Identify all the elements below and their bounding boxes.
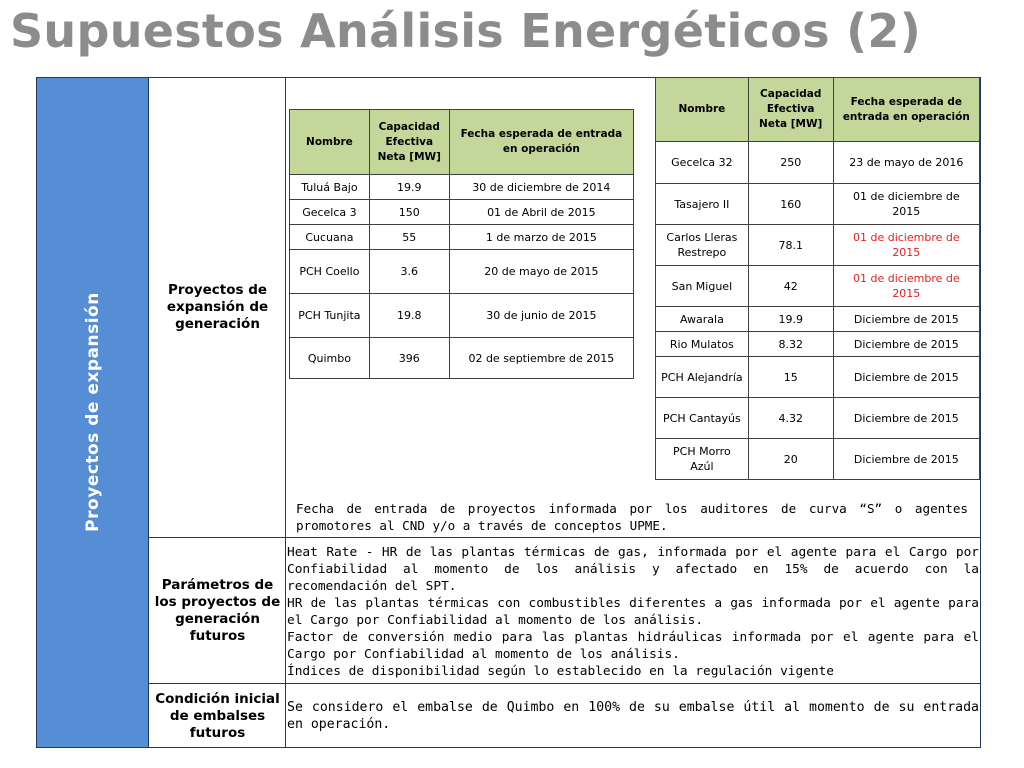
table-row [290, 338, 634, 379]
cell-nombre: Carlos Lleras Restrepo [656, 225, 749, 266]
table-row [656, 357, 980, 398]
cell-capacidad: 160 [748, 184, 833, 225]
cell-fecha: Diciembre de 2015 [833, 398, 979, 439]
header-fecha: Fecha esperada de entrada en operación [833, 78, 979, 142]
cell-capacidad: 4.32 [748, 398, 833, 439]
table-row [656, 332, 980, 357]
cell-nombre: Awarala [656, 307, 749, 332]
header-fecha: Fecha esperada de entrada en operación [449, 110, 633, 175]
parametros-text [287, 544, 979, 680]
table-row [656, 142, 980, 184]
table-row [290, 250, 634, 294]
table-row [656, 439, 980, 480]
cell-fecha: Diciembre de 2015 [833, 439, 979, 480]
cell-fecha: Diciembre de 2015 [833, 307, 979, 332]
cell-nombre: PCH Cantayús [656, 398, 749, 439]
cell-nombre: Tuluá Bajo [290, 175, 370, 200]
cell-fecha: 01 de diciembre de 2015 [833, 266, 979, 307]
cell-nombre: San Miguel [656, 266, 749, 307]
cell-capacidad: 19.9 [748, 307, 833, 332]
projects-table-2 [655, 77, 980, 480]
cell-capacidad: 3.6 [369, 250, 449, 294]
section-label-condicion: Condición inicial de embalses futuros [155, 690, 280, 741]
projects-table-1 [289, 109, 634, 379]
table-row [290, 294, 634, 338]
cell-fecha: 01 de diciembre de 2015 [833, 225, 979, 266]
cell-capacidad: 15 [748, 357, 833, 398]
parametros-line: Heat Rate - HR de las plantas térmicas de gas, informada por el agente para el Cargo por Confiabilidad al momento de los análisis y afectado en 15% de acuerdo con la recomendación del SPT. [287, 545, 979, 594]
table-header-row [290, 110, 634, 175]
section-label-expansion: Proyectos de expansión de generación [166, 281, 269, 332]
header-capacidad: Capacidad Efectiva Neta [MW] [369, 110, 449, 175]
cell-capacidad: 42 [748, 266, 833, 307]
cell-capacidad: 8.32 [748, 332, 833, 357]
cell-nombre: PCH Coello [290, 250, 370, 294]
cell-nombre: Quimbo [290, 338, 370, 379]
cell-fecha: 30 de diciembre de 2014 [449, 175, 633, 200]
cell-fecha: Diciembre de 2015 [833, 357, 979, 398]
cell-capacidad: 78.1 [748, 225, 833, 266]
table-row [656, 307, 980, 332]
cell-nombre: Gecelca 32 [656, 142, 749, 184]
cell-fecha: 23 de mayo de 2016 [833, 142, 979, 184]
table-row [290, 200, 634, 225]
cell-fecha: 01 de diciembre de 2015 [833, 184, 979, 225]
condicion-text: Se considero el embalse de Quimbo en 100% de su embalse útil al momento de su entrada en operación. [287, 700, 979, 732]
cell-capacidad: 250 [748, 142, 833, 184]
cell-capacidad: 396 [369, 338, 449, 379]
cell-fecha: Diciembre de 2015 [833, 332, 979, 357]
cell-capacidad: 19.9 [369, 175, 449, 200]
parametros-line: Factor de conversión medio para las plantas hidráulicas informada por el agente para el Cargo por Confiabilidad al momento de los análisis. [287, 630, 979, 662]
table-row [656, 225, 980, 266]
parametros-line: Índices de disponibilidad según lo establecido en la regulación vigente [287, 664, 835, 679]
table-header-row [656, 78, 980, 142]
cell-capacidad: 20 [748, 439, 833, 480]
header-nombre: Nombre [290, 110, 370, 175]
header-capacidad: Capacidad Efectiva Neta [MW] [748, 78, 833, 142]
sidebar-label: Proyectos de expansión [83, 292, 103, 532]
cell-fecha: 01 de Abril de 2015 [449, 200, 633, 225]
cell-nombre: PCH Alejandría [656, 357, 749, 398]
table-row [656, 184, 980, 225]
cell-nombre: Cucuana [290, 225, 370, 250]
cell-capacidad: 55 [369, 225, 449, 250]
page-title: Supuestos Análisis Energéticos (2) [10, 4, 922, 58]
cell-nombre: Tasajero II [656, 184, 749, 225]
table-row [290, 225, 634, 250]
cell-capacidad: 150 [369, 200, 449, 225]
cell-fecha: 1 de marzo de 2015 [449, 225, 633, 250]
cell-capacidad: 19.8 [369, 294, 449, 338]
cell-fecha: 02 de septiembre de 2015 [449, 338, 633, 379]
header-nombre: Nombre [656, 78, 749, 142]
cell-nombre: Rio Mulatos [656, 332, 749, 357]
table-row [656, 398, 980, 439]
table-row [656, 266, 980, 307]
cell-fecha: 30 de junio de 2015 [449, 294, 633, 338]
expansion-note: Fecha de entrada de proyectos informada por los auditores de curva “S” o agentes promotores al CND y/o a través de conceptos UPME. [296, 501, 968, 533]
cell-nombre: Gecelca 3 [290, 200, 370, 225]
section-label-parametros: Parámetros de los proyectos de generación futuros [154, 576, 281, 644]
parametros-line: HR de las plantas térmicas con combustibles diferentes a gas informada por el agente para el Cargo por Confiabilidad al momento de los análisis. [287, 596, 979, 628]
cell-nombre: PCH Tunjita [290, 294, 370, 338]
cell-nombre: PCH Morro Azúl [656, 439, 749, 480]
cell-fecha: 20 de mayo de 2015 [449, 250, 633, 294]
table-row [290, 175, 634, 200]
